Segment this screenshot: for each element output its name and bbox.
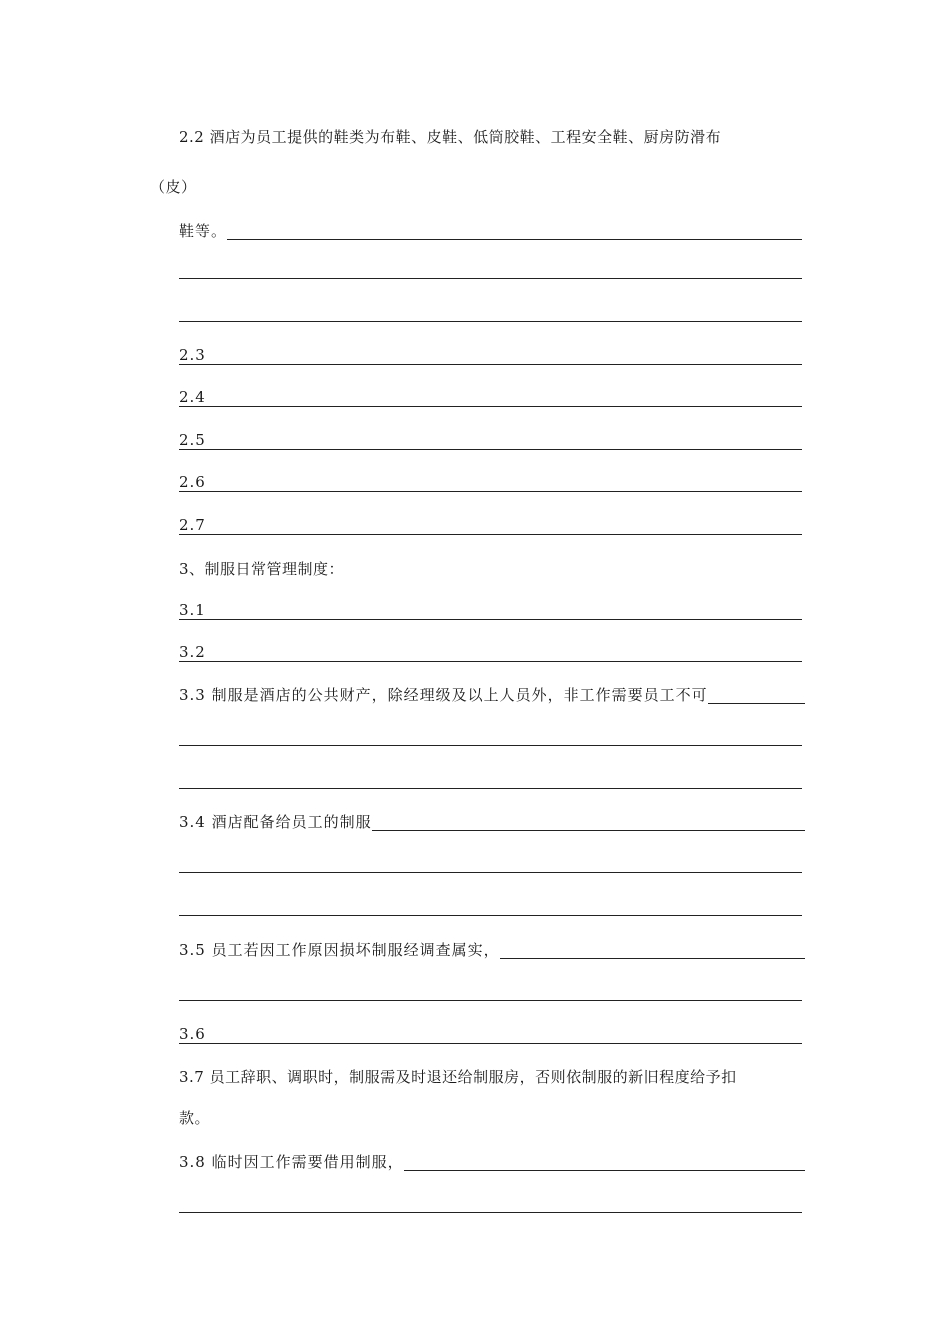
item-3-8-text: 3.8 临时因工作需要借用制服， [179,1153,404,1171]
item-2-7-row[interactable] [179,514,802,535]
blank-line[interactable] [708,703,805,704]
item-2-5-label: 2.5 [179,431,206,449]
item-2-6-label: 2.6 [179,473,206,491]
item-2-2-continuation: （皮） [150,178,197,196]
item-2-3-label: 2.3 [179,346,206,364]
blank-line[interactable] [179,745,802,746]
blank-line[interactable] [372,830,805,831]
blank-line[interactable] [179,915,802,916]
item-3-3-row [179,684,805,704]
item-3-3-text: 3.3 制服是酒店的公共财产，除经理级及以上人员外，非工作需要员工不可 [179,686,708,704]
item-2-3-row[interactable] [179,344,802,365]
item-2-6-row[interactable] [179,471,802,492]
blank-line[interactable] [227,239,802,240]
item-3-6-row[interactable] [179,1023,802,1044]
blank-line[interactable] [179,278,802,279]
item-2-7-label: 2.7 [179,516,206,534]
item-3-2-label: 3.2 [179,643,206,661]
item-3-5-text: 3.5 员工若因工作原因损坏制服经调查属实， [179,941,500,959]
item-3-4-row [179,811,805,831]
blank-line[interactable] [179,321,802,322]
item-2-4-label: 2.4 [179,388,206,406]
item-3-2-row[interactable] [179,641,802,662]
item-3-7-continuation: 款。 [179,1109,211,1127]
item-2-2-text: 2.2 酒店为员工提供的鞋类为布鞋、皮鞋、低筒胶鞋、工程安全鞋、厨房防滑布 [179,128,722,146]
item-2-5-row[interactable] [179,429,802,450]
blank-line[interactable] [179,788,802,789]
section-3-heading: 3、制服日常管理制度： [179,560,345,578]
blank-line[interactable] [179,1000,802,1001]
item-3-1-row[interactable] [179,599,802,620]
blank-line[interactable] [500,958,805,959]
item-3-7-text: 3.7 员工辞职、调职时，制服需及时退还给制服房，否则依制服的新旧程度给予扣 [179,1068,737,1086]
item-3-5-row [179,939,805,959]
item-2-2-tail-label: 鞋等。 [179,222,228,240]
item-3-1-label: 3.1 [179,601,206,619]
item-3-8-row [179,1151,805,1171]
blank-line[interactable] [179,1212,802,1213]
blank-line[interactable] [404,1170,805,1171]
item-3-6-label: 3.6 [179,1025,206,1043]
blank-line[interactable] [179,872,802,873]
item-3-4-text: 3.4 酒店配备给员工的制服 [179,813,372,831]
item-2-2-tail-row [179,220,802,240]
item-2-4-row[interactable] [179,386,802,407]
